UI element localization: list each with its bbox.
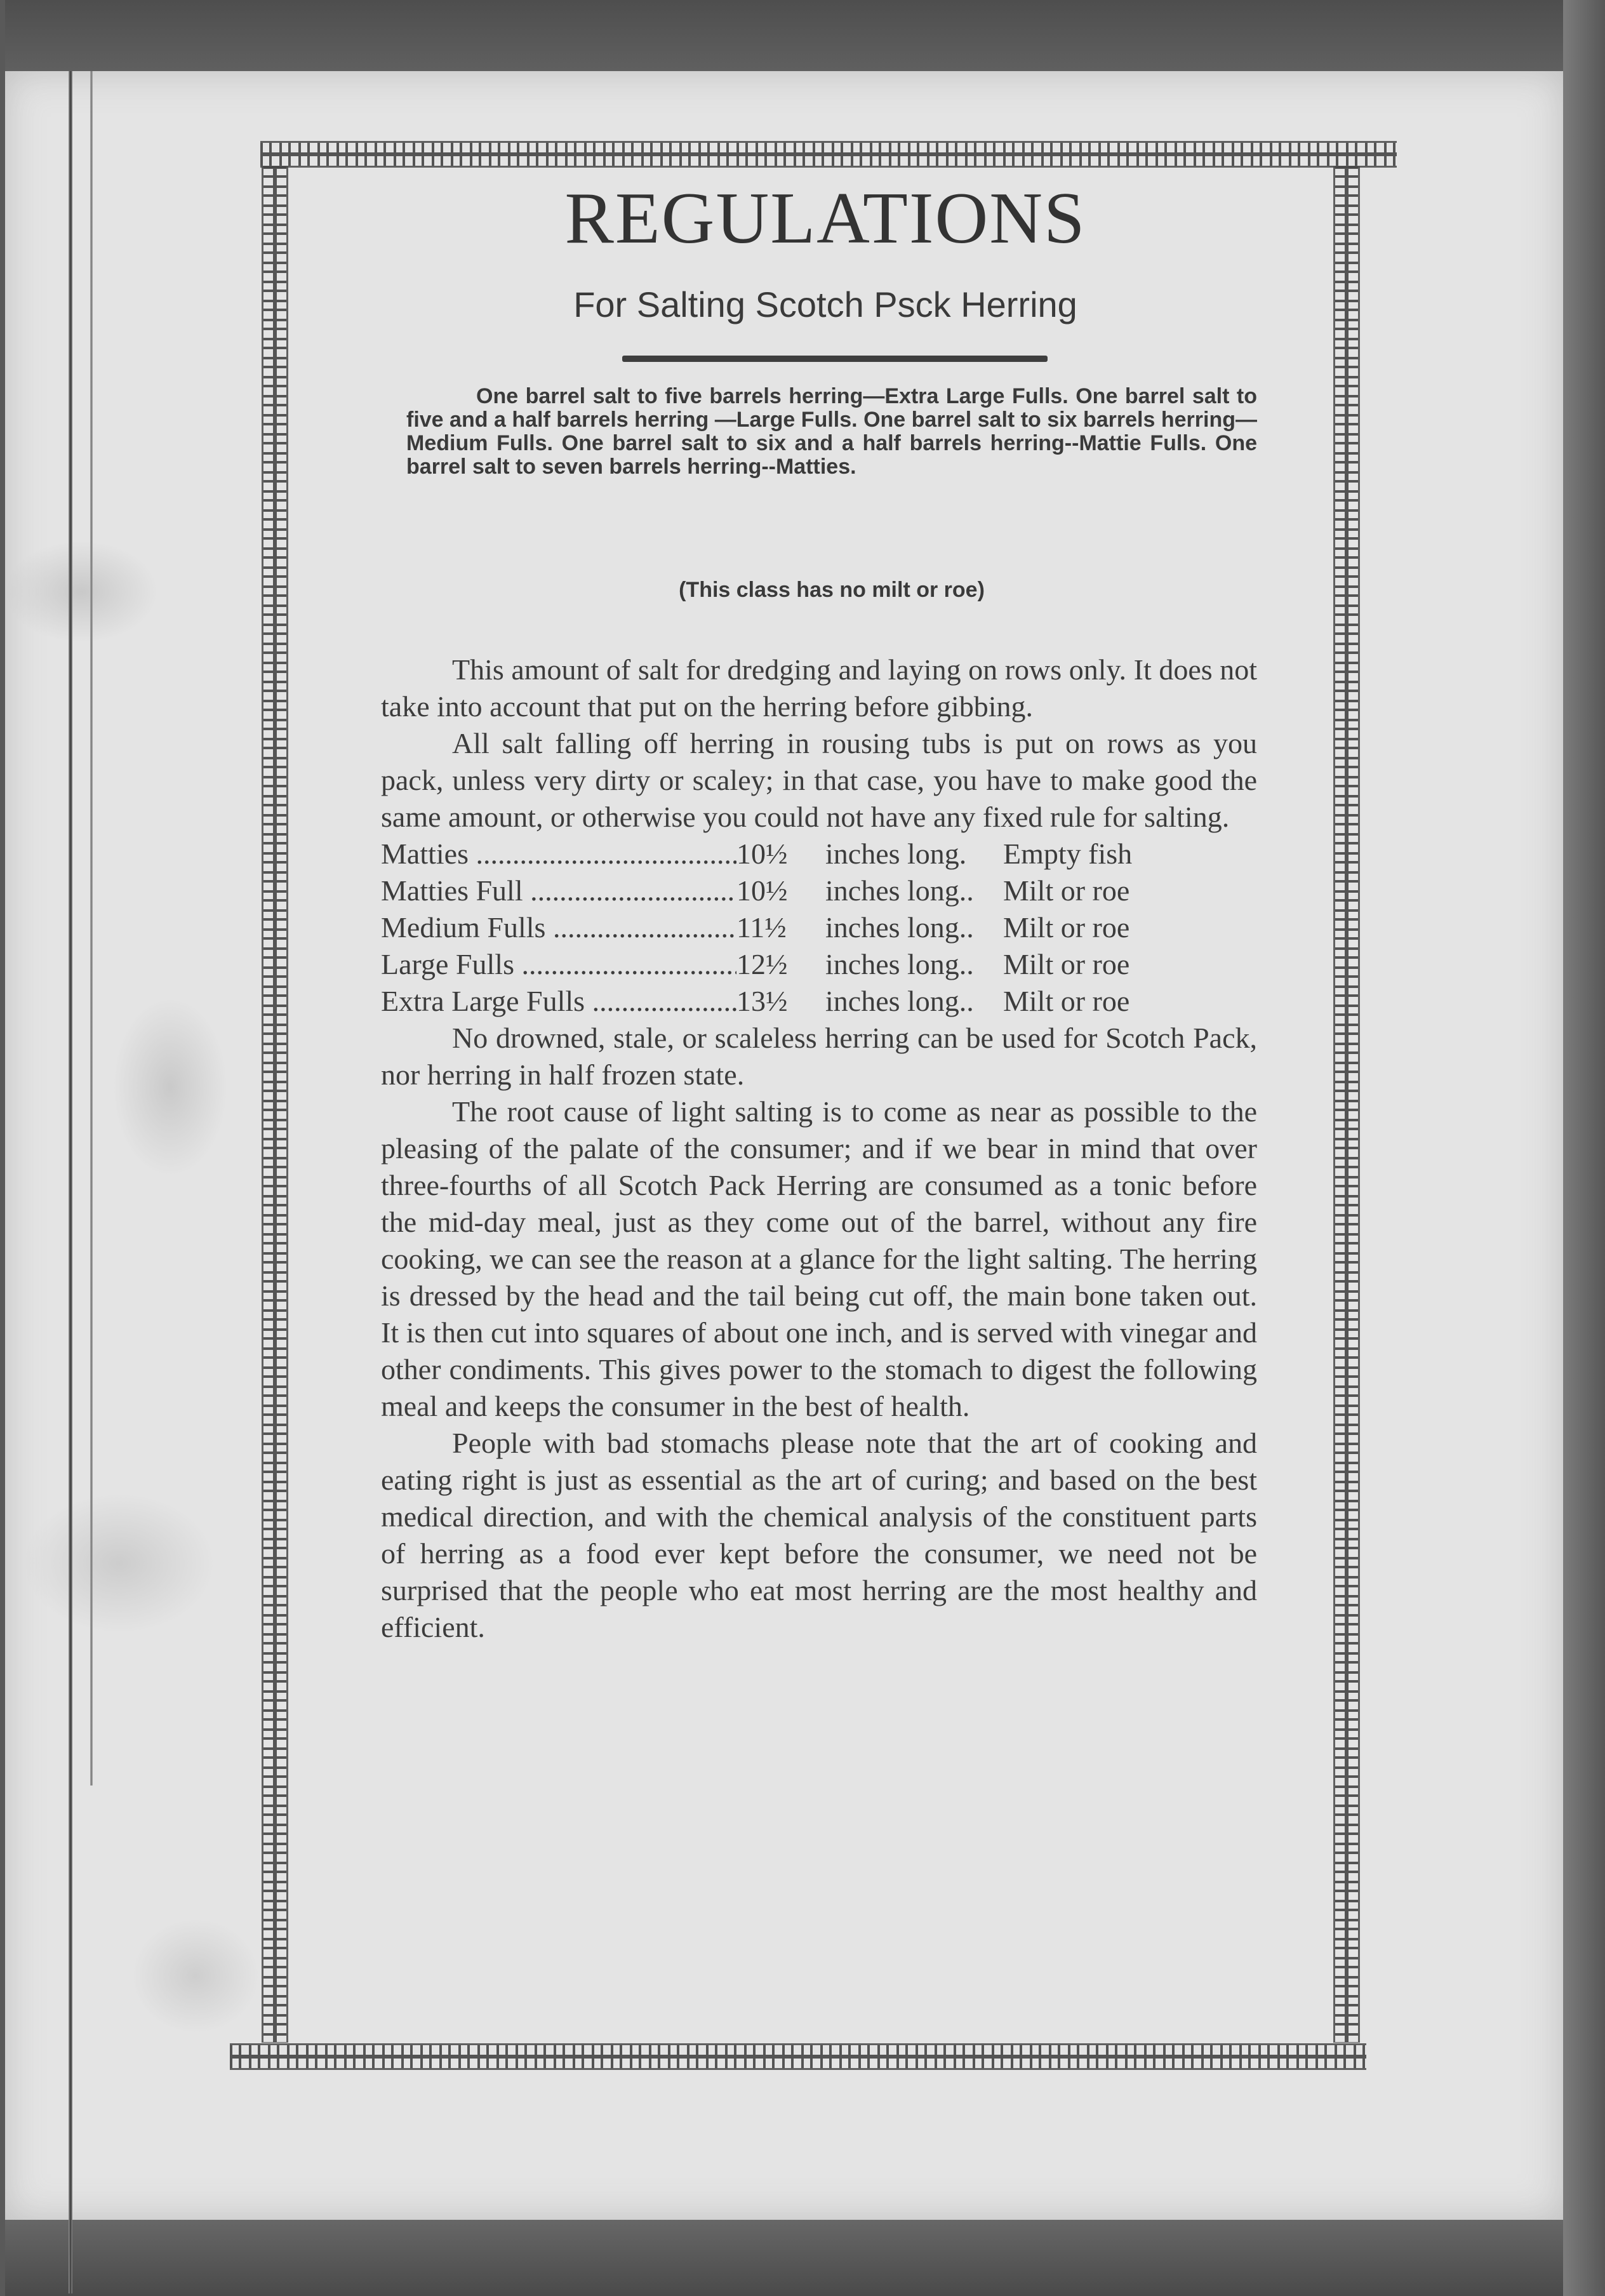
decorative-border-bottom: [230, 2043, 1366, 2070]
paragraph-falling-salt: All salt falling off herring in rousing tubs is put on rows as you pack, unless very dirty or scaley; in that case, you have to make good the same amount, or otherwise you could not have any fixed rule for salting.: [381, 727, 1257, 833]
size-length: 11½: [736, 911, 787, 944]
paragraph-unusable-herring: No drowned, stale, or scaleless herring can be used for Scotch Pack, nor herring in half frozen state.: [381, 1022, 1257, 1091]
size-unit: inches long..: [825, 948, 974, 980]
size-row: [381, 836, 1257, 872]
size-unit: inches long..: [825, 874, 974, 907]
decorative-border-left: [262, 166, 288, 2043]
size-note: Milt or roe: [1003, 874, 1130, 907]
size-length: 10½: [736, 874, 788, 907]
size-length: 13½: [736, 985, 788, 1017]
size-row: [381, 946, 1257, 983]
size-length: 10½: [736, 838, 788, 870]
size-table: [381, 836, 1257, 1020]
paper-stain: [5, 71, 278, 2220]
size-note: Milt or roe: [1003, 948, 1130, 980]
size-name: Medium Fulls .....: [381, 909, 736, 946]
size-row: [381, 909, 1257, 946]
size-unit: inches long..: [825, 985, 974, 1017]
paragraph-salt-amount: This amount of salt for dredging and laying on rows only. It does not take into account that put on the herring before gibbing.: [381, 653, 1257, 723]
paragraph-light-salting: The root cause of light salting is to come as near as possible to the pleasing of the palate of the consumer; and if we bear in mind that over three-fourths of all Scotch Pack Herring are consumed as a tonic before the mid-day meal, just as they come out of the barrel, without any fire cooking, we can see the reason at a glance for the light salting. The herring is dressed by the head and the tail being cut off, the main bone taken out. It is then cut into squares of about one inch, and is served with vinegar and other condiments. This gives power to the stomach to digest the following meal and keeps the consumer in the best of health.: [381, 1095, 1257, 1422]
scanner-background-top: [0, 0, 1605, 73]
page-fold-line-secondary: [90, 71, 93, 1785]
page-fold-line: [69, 71, 72, 2293]
size-name: Matties .....: [381, 836, 736, 872]
intro-paragraph: One barrel salt to five barrels herring—Extra Large Fulls. One barrel salt to five and a half barrels herring —Large Fulls. One barrel salt to six barrels herring— Medium Fulls. One barrel salt to six and a half barrels herring--Mattie Fulls. One barrel salt to seven barrels herring--Matties.: [406, 384, 1257, 479]
size-length: 12½: [736, 948, 788, 980]
size-unit: inches long.: [825, 838, 967, 870]
size-name: Large Fulls .....: [381, 946, 736, 983]
size-unit: inches long..: [825, 911, 974, 944]
decorative-border-top: [260, 141, 1397, 168]
size-note: Empty fish: [1003, 838, 1133, 870]
paragraph-bad-stomachs: People with bad stomachs please note that the art of cooking and eating right is just as essential as the art of curing; and based on the best medical direction, and with the chemical analysis of the constituent parts of herring as a food ever kept before the consumer, we need not be surprised that the people who eat most herring are the most healthy and efficient.: [381, 1427, 1257, 1643]
size-row: [381, 872, 1257, 909]
size-name: Extra Large Fulls .....: [381, 983, 736, 1020]
scanner-background-left: [0, 0, 5, 2296]
scanner-background-right: [1563, 0, 1605, 2296]
size-note: Milt or roe: [1003, 911, 1130, 944]
size-note: Milt or roe: [1003, 985, 1130, 1017]
title-divider: [622, 356, 1048, 362]
size-row: [381, 983, 1257, 1020]
intro-note: (This class has no milt or roe): [679, 578, 985, 602]
scanner-background-bottom: [0, 2220, 1605, 2296]
body-text: [381, 651, 1257, 1646]
size-name: Matties Full .....: [381, 872, 736, 909]
page-subtitle: For Salting Scotch Psck Herring: [573, 284, 1077, 324]
decorative-border-right: [1333, 166, 1360, 2043]
page-title: REGULATIONS: [564, 178, 1086, 259]
